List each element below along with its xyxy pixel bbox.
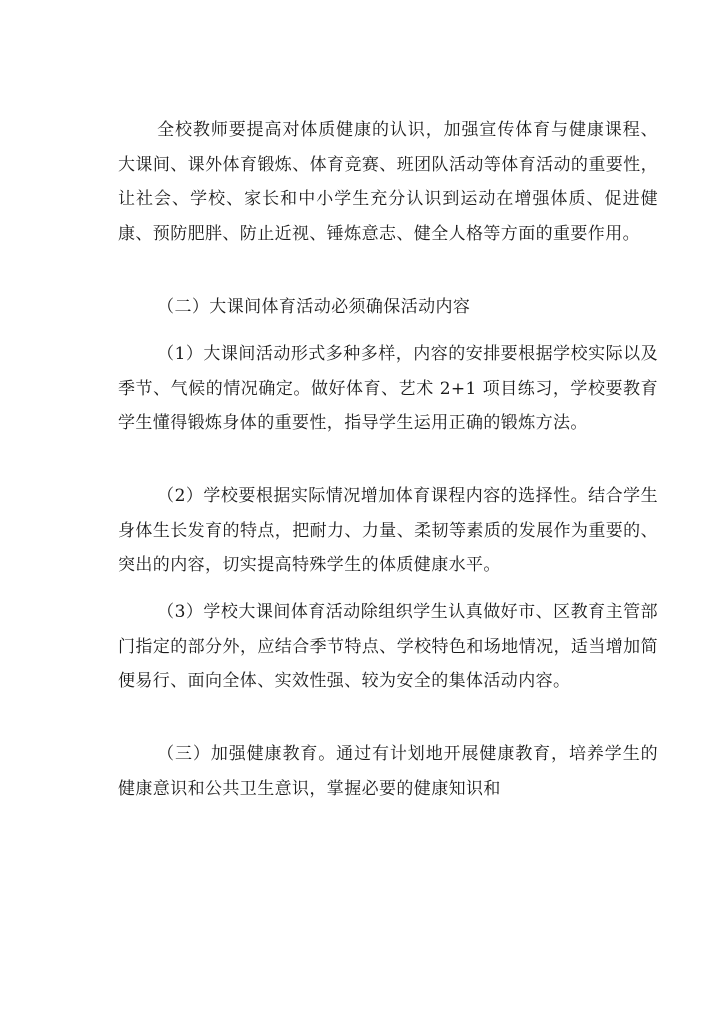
paragraph-1 (118, 113, 658, 251)
body-paragraph: （三）加强健康教育。通过有计划地开展健康教育，培养学生的健康意识和公共卫生意识，掌握必要的健康知识和 (118, 744, 658, 799)
paragraph-2 (118, 290, 658, 325)
paragraph-3 (118, 337, 658, 441)
body-paragraph: （3）学校大课间体育活动除组织学生认真做好市、区教育主管部门指定的部分外，应结合季节特点、学校特色和场地情况，适当增加简便易行、面向全体、实效性强、较为安全的集体活动内容。 (118, 602, 658, 691)
body-paragraph: （2）学校要根据实际情况增加体育课程内容的选择性。结合学生身体生长发育的特点，把耐力、力量、柔韧等素质的发展作为重要的、突出的内容，切实提高特殊学生的体质健康水平。 (118, 486, 658, 575)
paragraph-4 (118, 479, 658, 583)
paragraph-5 (118, 595, 658, 699)
body-paragraph: （1）大课间活动形式多种多样，内容的安排要根据学校实际以及季节、气候的情况确定。做好体育、艺术 2+1 项目练习，学校要教育学生懂得锻炼身体的重要性，指导学生运用正确的锻炼方法。 (118, 344, 658, 433)
body-paragraph: 全校教师要提高对体质健康的认识，加强宣传体育与健康课程、大课间、课外体育锻炼、体育竞赛、班团队活动等体育活动的重要性，让社会、学校、家长和中小学生充分认识到运动在增强体质、促进健康、预防肥胖、防止近视、锤炼意志、健全人格等方面的重要作用。 (118, 120, 658, 244)
paragraph-6 (118, 737, 658, 806)
section-heading: （二）大课间体育活动必须确保活动内容 (157, 297, 471, 317)
